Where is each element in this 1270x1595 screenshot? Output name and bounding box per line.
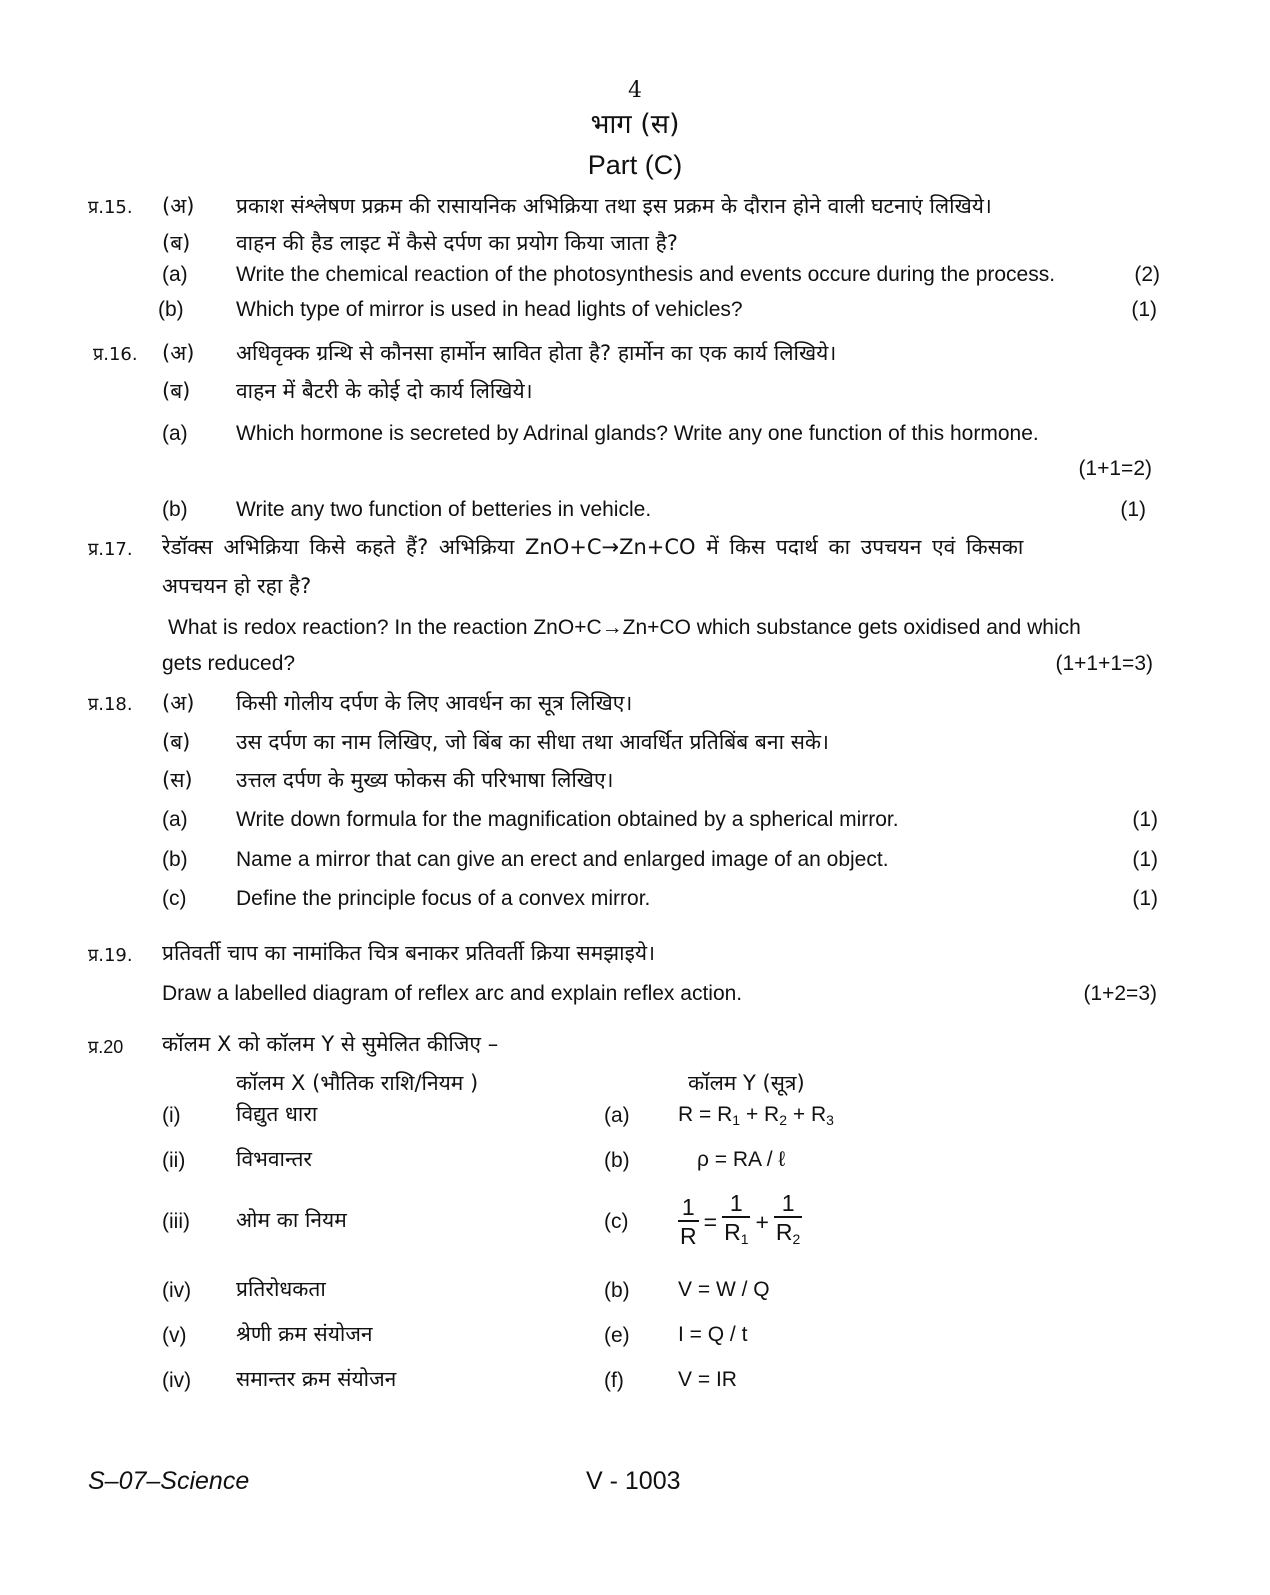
match-item-label: (b)	[604, 1279, 630, 1302]
formula-part: +	[745, 1103, 759, 1126]
question-number: प्र.19.	[88, 945, 133, 966]
match-item-label: (iv)	[162, 1369, 192, 1392]
sub-label: (ब)	[162, 231, 191, 255]
formula-subscript: 1	[740, 1231, 749, 1247]
column-y-header: कॉलम Y (सूत्र)	[688, 1071, 805, 1095]
sub-label: (a)	[162, 422, 188, 445]
footer-paper-code: V - 1003	[586, 1467, 681, 1495]
match-item-label: (iv)	[162, 1279, 192, 1302]
question-text-english: Name a mirror that can give an erect and enlarged image of an object.	[236, 848, 889, 871]
sub-label: (स)	[162, 768, 193, 792]
column-x-header: कॉलम X (भौतिक राशि/नियम )	[236, 1071, 479, 1095]
marks: (1+2=3)	[1083, 982, 1157, 1005]
question-text-english: Define the principle focus of a convex mirror.	[236, 887, 651, 910]
marks: (1)	[1120, 498, 1146, 521]
formula-subscript: 3	[826, 1112, 834, 1128]
question-text-english: Write any two function of betteries in vehicle.	[236, 498, 652, 521]
question-text-hindi: उस दर्पण का नाम लिखिए, जो बिंब का सीधा तथा आवर्धित प्रतिबिंब बना सके।	[236, 730, 829, 754]
question-text-hindi: उत्तल दर्पण के मुख्य फोकस की परिभाषा लिखिए।	[236, 768, 614, 792]
fraction-denominator: R	[678, 1220, 699, 1250]
marks: (1)	[1132, 848, 1158, 871]
sub-label: (b)	[162, 848, 188, 871]
formula-part: =	[699, 1103, 712, 1126]
question-number: प्र.16.	[93, 344, 138, 365]
match-item-label: (f)	[604, 1369, 624, 1392]
sub-label: (अ)	[162, 691, 195, 715]
question-text-english: Write down formula for the magnification obtained by a spherical mirror.	[236, 808, 899, 831]
question-text-hindi: रेडॉक्स अभिक्रिया किसे कहते हैं? अभिक्रिया ZnO+C→Zn+CO में किस पदार्थ का उपचयन एवं किसका	[162, 535, 1024, 559]
marks: (1)	[1132, 808, 1158, 831]
match-item-x: विद्युत धारा	[236, 1102, 318, 1126]
sub-label: (b)	[162, 498, 188, 521]
marks: (1+1=2)	[1078, 457, 1152, 480]
match-item-x: श्रेणी क्रम संयोजन	[236, 1322, 373, 1346]
formula-subscript: 2	[792, 1231, 801, 1247]
formula-resistivity: ρ = RA / ℓ	[697, 1148, 786, 1171]
question-number: प्र.18.	[88, 694, 133, 715]
question-text-hindi: प्रकाश संश्लेषण प्रक्रम की रासायनिक अभिक्रिया तथा इस प्रक्रम के दौरान होने वाली घटनाएं लिखिये।	[236, 194, 992, 218]
fraction-numerator: 1	[781, 1190, 795, 1216]
match-item-label: (iii)	[162, 1210, 190, 1233]
fraction	[722, 1190, 750, 1253]
formula-part: R	[810, 1103, 827, 1126]
question-text-hindi: अधिवृक्क ग्रन्थि से कौनसा हार्मोन स्रावित होता है? हार्मोन का एक कार्य लिखिये।	[236, 341, 837, 365]
question-text-english: Draw a labelled diagram of reflex arc and explain reflex action.	[162, 982, 743, 1005]
section-title-english: Part (C)	[587, 150, 683, 180]
formula-parallel-resistance	[678, 1190, 802, 1253]
sub-label: (a)	[162, 263, 188, 286]
match-item-x: प्रतिरोधकता	[236, 1277, 326, 1301]
formula-subscript: 1	[732, 1112, 741, 1128]
formula-part: R	[678, 1103, 694, 1126]
formula-part: R	[764, 1103, 780, 1126]
match-item-x: समान्तर क्रम संयोजन	[236, 1367, 397, 1391]
formula-operator: +	[755, 1209, 769, 1235]
sub-label: (अ)	[162, 341, 195, 365]
question-text-hindi: किसी गोलीय दर्पण के लिए आवर्धन का सूत्र लिखिए।	[236, 691, 633, 715]
question-text-english: gets reduced?	[162, 652, 296, 675]
sub-label: (b)	[158, 298, 184, 321]
question-text-hindi: वाहन की हैड लाइट में कैसे दर्पण का प्रयोग किया जाता है?	[236, 231, 678, 255]
match-item-label: (b)	[604, 1149, 630, 1172]
sub-label: (ब)	[162, 730, 191, 754]
fraction-denominator	[774, 1216, 802, 1253]
question-text-english: What is redox reaction? In the reaction ZnO+C→Zn+CO which substance gets oxidised and which	[168, 616, 1081, 639]
match-item-x: ओम का नियम	[236, 1208, 347, 1232]
match-item-label: (i)	[162, 1104, 181, 1127]
question-text-hindi: अपचयन हो रहा है?	[162, 574, 312, 598]
question-instruction: कॉलम X को कॉलम Y से सुमेलित कीजिए –	[162, 1032, 499, 1056]
fraction	[774, 1190, 802, 1253]
question-number: प्र.17.	[88, 539, 133, 560]
fraction-numerator: 1	[729, 1190, 743, 1216]
question-text-hindi: वाहन में बैटरी के कोई दो कार्य लिखिये।	[236, 379, 533, 403]
fraction-denominator	[722, 1216, 750, 1253]
formula-part: +	[792, 1103, 806, 1126]
page-number: 4	[628, 78, 642, 103]
marks: (2)	[1134, 263, 1160, 286]
sub-label: (अ)	[162, 194, 195, 218]
marks: (1)	[1131, 298, 1157, 321]
match-item-label: (a)	[604, 1104, 630, 1127]
formula-part: R	[724, 1219, 741, 1245]
formula-subscript: 2	[779, 1112, 788, 1128]
question-text-english: Which type of mirror is used in head lights of vehicles?	[236, 298, 743, 321]
formula-part: R	[717, 1103, 733, 1126]
fraction-numerator: 1	[681, 1193, 695, 1220]
sub-label: (a)	[162, 808, 188, 831]
section-title-hindi: भाग (स)	[590, 109, 680, 140]
formula-potential-difference: V = W / Q	[678, 1278, 770, 1301]
footer-subject-code: S–07–Science	[88, 1467, 250, 1495]
formula-part: R	[775, 1219, 793, 1245]
formula-ohms-law: V = IR	[678, 1368, 737, 1391]
sub-label: (ब)	[162, 379, 191, 403]
match-item-label: (ii)	[162, 1149, 186, 1172]
match-item-label: (c)	[604, 1210, 629, 1233]
formula-current: I = Q / t	[678, 1323, 748, 1346]
question-text-hindi: प्रतिवर्ती चाप का नामांकित चित्र बनाकर प्रतिवर्ती क्रिया समझाइये।	[162, 941, 656, 965]
sub-label: (c)	[162, 887, 187, 910]
question-text-english: Which hormone is secreted by Adrinal glands? Write any one function of this hormone.	[236, 422, 1039, 445]
question-text-english: Write the chemical reaction of the photosynthesis and events occure during the process.	[236, 263, 1056, 286]
marks: (1)	[1132, 887, 1158, 910]
question-number: प्र.20	[88, 1037, 124, 1057]
match-item-label: (e)	[604, 1324, 630, 1347]
match-item-label: (v)	[162, 1324, 187, 1347]
match-item-x: विभवान्तर	[236, 1147, 313, 1171]
formula-series-resistance	[678, 1102, 834, 1133]
marks: (1+1+1=3)	[1055, 652, 1153, 675]
fraction	[678, 1194, 699, 1250]
question-number: प्र.15.	[88, 197, 133, 218]
formula-operator: =	[703, 1209, 718, 1235]
